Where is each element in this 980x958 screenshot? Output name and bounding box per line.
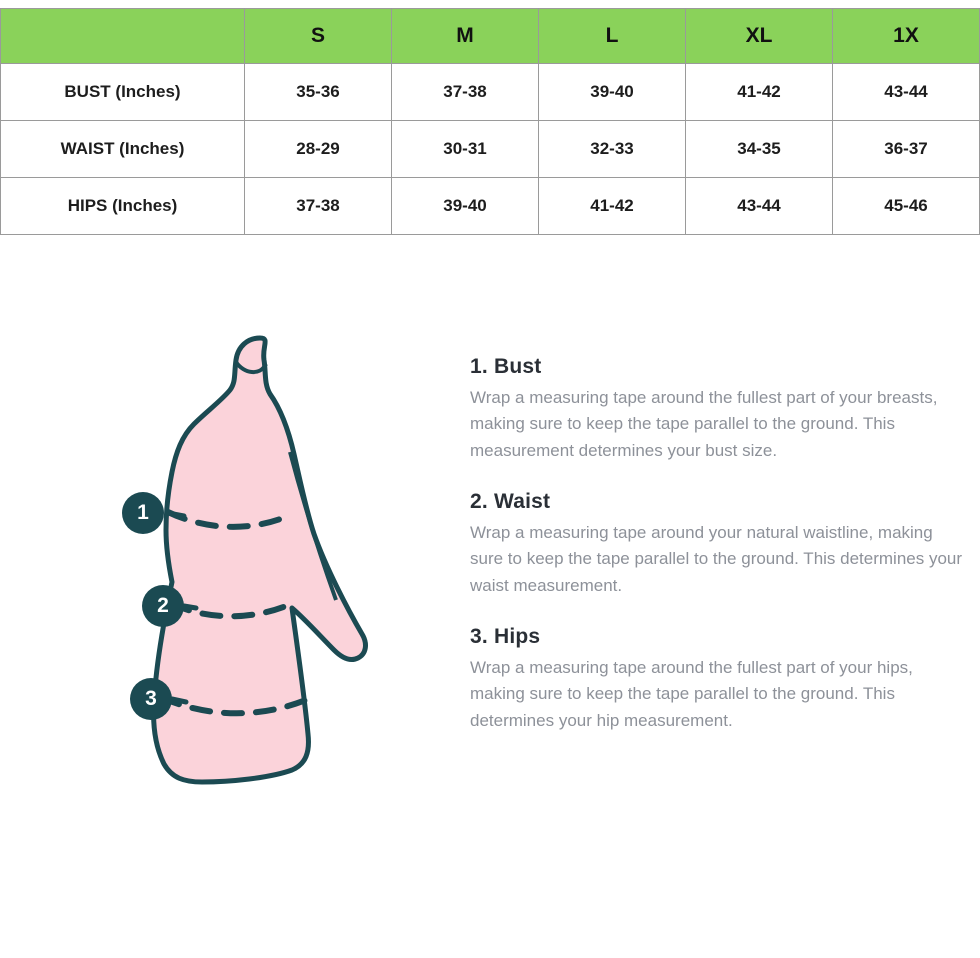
measurement-guide-section: [0, 300, 980, 958]
instruction-bust-title: 1. Bust: [470, 355, 542, 378]
cell-bust-l: 39-40: [539, 64, 686, 121]
column-header-l: L: [539, 9, 686, 64]
column-header-1x: 1X: [833, 9, 980, 64]
instruction-bust: [470, 355, 970, 464]
cell-waist-1x: 36-37: [833, 121, 980, 178]
table-corner-cell: [1, 9, 245, 64]
cell-bust-m: 37-38: [392, 64, 539, 121]
instruction-waist-body: Wrap a measuring tape around your natural waistline, making sure to keep the tape parallel to the ground. This determines your waist measurement.: [470, 523, 963, 595]
instruction-hips: [470, 625, 970, 734]
cell-waist-s: 28-29: [245, 121, 392, 178]
table-row: [1, 121, 980, 178]
row-label-waist: WAIST (Inches): [1, 121, 245, 178]
table-row: [1, 178, 980, 235]
cell-waist-xl: 34-35: [686, 121, 833, 178]
cell-hips-1x: 45-46: [833, 178, 980, 235]
table-header-row: [1, 9, 980, 64]
cell-waist-m: 30-31: [392, 121, 539, 178]
instruction-hips-body: Wrap a measuring tape around the fullest part of your hips, making sure to keep the tape parallel to the ground. This determines your hip measurement.: [470, 658, 913, 730]
row-label-hips: HIPS (Inches): [1, 178, 245, 235]
column-header-s: S: [245, 9, 392, 64]
column-header-m: M: [392, 9, 539, 64]
instruction-bust-body: Wrap a measuring tape around the fullest part of your breasts, making sure to keep the tape parallel to the ground. This measurement determines your bust size.: [470, 388, 938, 460]
cell-bust-xl: 41-42: [686, 64, 833, 121]
badge-2-waist: 2: [142, 585, 184, 627]
instruction-waist: [470, 490, 970, 599]
cell-hips-l: 41-42: [539, 178, 686, 235]
row-label-bust: BUST (Inches): [1, 64, 245, 121]
cell-hips-m: 39-40: [392, 178, 539, 235]
cell-bust-s: 35-36: [245, 64, 392, 121]
female-body-figure-icon: [110, 320, 460, 820]
cell-hips-xl: 43-44: [686, 178, 833, 235]
body-measurement-diagram: [110, 320, 460, 820]
cell-bust-1x: 43-44: [833, 64, 980, 121]
size-chart-section: [0, 8, 980, 235]
badge-1-bust: 1: [122, 492, 164, 534]
cell-waist-l: 32-33: [539, 121, 686, 178]
cell-hips-s: 37-38: [245, 178, 392, 235]
instruction-hips-title: 3. Hips: [470, 625, 541, 649]
size-chart-table: [0, 8, 980, 235]
instructions-column: [470, 355, 970, 760]
column-header-xl: XL: [686, 9, 833, 64]
instruction-waist-title: 2. Waist: [470, 490, 551, 514]
badge-3-hips: 3: [130, 678, 172, 720]
table-row: [1, 64, 980, 121]
